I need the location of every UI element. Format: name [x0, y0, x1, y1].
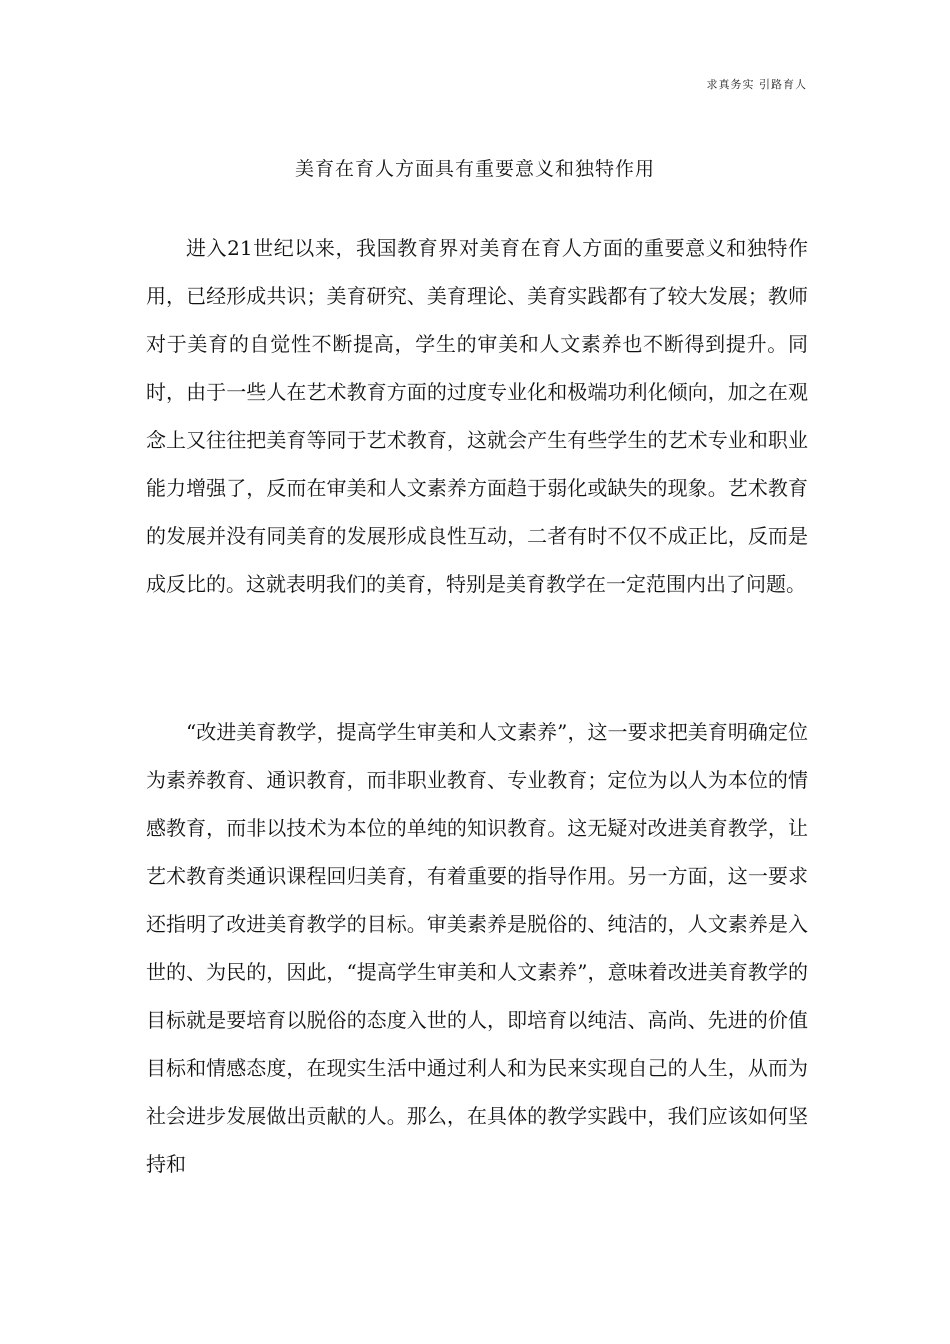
body-paragraph-2: “改进美育教学，提高学生审美和人文素养”，这一要求把美育明确定位为素养教育、通识教育，而非职业教育、专业教育；定位为以人为本位的情感教育，而非以技术为本位的单纯的知识教育。这无疑对改进美育教学，让艺术教育类通识课程回归美育，有着重要的指导作用。另一方面，这一要求还指明了改进美育教学的目标。审美素养是脱俗的、纯洁的，人文素养是入世的、为民的，因此，“提高学生审美和人文素养”，意味着改进美育教学的目标就是要培育以脱俗的态度入世的人，即培育以纯洁、高尚、先进的价值目标和情感态度，在现实生活中通过利人和为民来实现自己的人生，从而为社会进步发展做出贡献的人。那么，在具体的教学实践中，我们应该如何坚持和 — [146, 720, 808, 1176]
document-title: 美育在育人方面具有重要意义和独特作用 — [294, 158, 655, 180]
header-motto: 求真务实 引路育人 — [706, 78, 807, 91]
body-paragraph-1: 进入21世纪以来，我国教育界对美育在育人方面的重要意义和独特作用，已经形成共识；美育研究、美育理论、美育实践都有了较大发展；教师对于美育的自觉性不断提高，学生的审美和人文素养也不断得到提升。同时，由于一些人在艺术教育方面的过度专业化和极端功利化倾向，加之在观念上又往往把美育等同于艺术教育，这就会产生有些学生的艺术专业和职业能力增强了，反而在审美和人文素养方面趋于弱化或缺失的现象。艺术教育的发展并没有同美育的发展形成良性互动，二者有时不仅不成正比，反而是成反比的。这就表明我们的美育，特别是美育教学在一定范围内出了问题。 — [146, 236, 808, 596]
